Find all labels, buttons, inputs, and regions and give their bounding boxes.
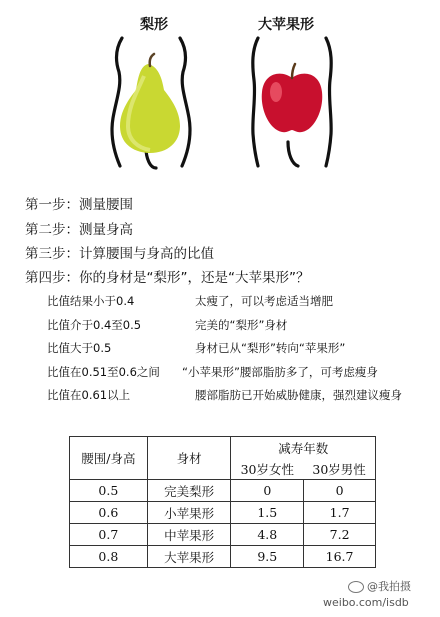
cell-female: 0 — [231, 480, 304, 502]
step-2: 第二步：测量身高 — [25, 222, 133, 238]
step-4: 第四步：你的身材是“梨形”，还是“大苹果形”？ — [25, 270, 310, 286]
pear-body-illustration — [100, 30, 200, 175]
table-row — [70, 524, 376, 546]
cell-ratio: 0.7 — [70, 524, 148, 546]
cell-ratio: 0.6 — [70, 502, 148, 524]
cell-type: 完美梨形 — [147, 480, 231, 502]
watermark-handle-text: @我拍摄 — [367, 580, 411, 593]
header-ratio: 腰围/身高 — [70, 437, 148, 480]
rule-condition: 比值结果小于0.4 — [47, 294, 135, 308]
cell-ratio: 0.5 — [70, 480, 148, 502]
cell-type: 小苹果形 — [147, 502, 231, 524]
header-years-lost-title: 减寿年数 — [278, 440, 329, 456]
step-3: 第三步：计算腰围与身高的比值 — [25, 246, 214, 262]
pear-icon — [120, 54, 180, 153]
rule-result: “小苹果形”腰部脂肪多了，可考虑瘦身 — [182, 365, 378, 379]
header-female: 30岁女性 — [240, 461, 294, 477]
lifespan-table — [69, 436, 376, 568]
apple-body-right-outline — [326, 38, 331, 166]
cell-type: 大苹果形 — [147, 546, 231, 568]
cell-male: 0 — [304, 480, 376, 502]
cell-female: 1.5 — [231, 502, 304, 524]
rule-condition: 比值在0.61以上 — [47, 388, 131, 402]
pear-figure-label: 梨形 — [140, 17, 168, 33]
rule-result: 腰部脂肪已开始威胁健康，强烈建议瘦身 — [195, 388, 402, 402]
table-row — [70, 546, 376, 568]
header-body-type: 身材 — [147, 437, 231, 480]
pear-body-right-outline — [180, 38, 190, 166]
pear-body-left-outline — [112, 38, 122, 166]
apple-body-illustration — [242, 30, 342, 175]
table-row — [70, 502, 376, 524]
table-row — [70, 480, 376, 502]
rule-result: 太瘦了，可以考虑适当增肥 — [195, 294, 333, 308]
apple-body-left-outline — [253, 38, 258, 166]
watermark-handle — [348, 578, 411, 594]
apple-icon — [262, 64, 323, 132]
rule-condition: 比值在0.51至0.6之间 — [47, 365, 160, 379]
watermark-url: weibo.com/isdb — [323, 596, 409, 609]
rule-result: 身材已从“梨形”转向“苹果形” — [195, 341, 346, 355]
rule-result: 完美的“梨形”身材 — [195, 318, 288, 332]
weibo-logo-icon — [348, 581, 364, 593]
cell-female: 9.5 — [231, 546, 304, 568]
cell-male: 7.2 — [304, 524, 376, 546]
cell-male: 1.7 — [304, 502, 376, 524]
rule-condition: 比值大于0.5 — [47, 341, 112, 355]
step-1: 第一步：测量腰围 — [25, 197, 133, 213]
apple-figure-label: 大苹果形 — [258, 17, 314, 33]
header-years-lost — [231, 437, 376, 480]
cell-ratio: 0.8 — [70, 546, 148, 568]
cell-male: 16.7 — [304, 546, 376, 568]
rule-condition: 比值介于0.4至0.5 — [47, 318, 142, 332]
cell-type: 中苹果形 — [147, 524, 231, 546]
header-male: 30岁男性 — [312, 461, 366, 477]
apple-body-leg-outline — [288, 142, 298, 166]
cell-female: 4.8 — [231, 524, 304, 546]
